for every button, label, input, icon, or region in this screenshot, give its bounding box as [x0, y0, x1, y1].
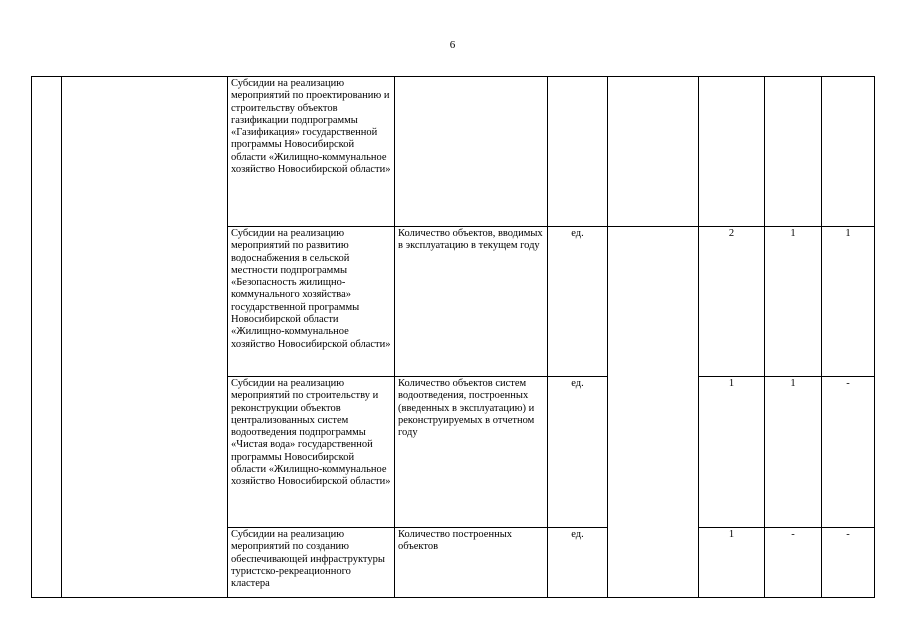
value-cell-3: -: [822, 528, 875, 598]
value-cell-2: [765, 77, 822, 227]
value-cell-1: 2: [699, 227, 765, 377]
event-cell: Субсидии на реализацию мероприятий по проектированию и строительству объектов газификации подпрограммы «Газификация» государственной программы Новосибирской области «Жилищно-коммунальное хозяйство Новосибирской области»: [228, 77, 395, 227]
program-cell: [62, 77, 228, 598]
indicator-cell: Количество объектов, вводимых в эксплуатацию в текущем году: [395, 227, 548, 377]
value-cell-3: 1: [822, 227, 875, 377]
indicator-cell: Количество объектов систем водоотведения, построенных (введенных в эксплуатацию) и реконструируемых в отчетном году: [395, 377, 548, 528]
value-cell-1: 1: [699, 528, 765, 598]
value-cell-1: [699, 77, 765, 227]
event-cell: Субсидии на реализацию мероприятий по созданию обеспечивающей инфраструктуры туристско-рекреационного кластера: [228, 528, 395, 598]
base-value-cell: [608, 227, 699, 598]
unit-cell: ед.: [548, 377, 608, 528]
unit-cell: ед.: [548, 227, 608, 377]
value-cell-2: -: [765, 528, 822, 598]
value-cell-2: 1: [765, 227, 822, 377]
base-value-cell: [608, 77, 699, 227]
event-cell: Субсидии на реализацию мероприятий по строительству и реконструкции объектов централизованных систем водоотведения подпрограммы «Чистая вода» государственной программы Новосибирской области «Жилищно-коммунальное хозяйство Новосибирской области»: [228, 377, 395, 528]
value-cell-3: -: [822, 377, 875, 528]
indicators-table: [31, 76, 875, 598]
page-number: 6: [449, 39, 456, 51]
table-row: [32, 77, 875, 227]
unit-cell: ед.: [548, 528, 608, 598]
value-cell-3: [822, 77, 875, 227]
value-cell-1: 1: [699, 377, 765, 528]
value-cell-2: 1: [765, 377, 822, 528]
indicator-cell: Количество построенных объектов: [395, 528, 548, 598]
unit-cell: [548, 77, 608, 227]
row-number-cell: [32, 77, 62, 598]
event-cell: Субсидии на реализацию мероприятий по развитию водоснабжения в сельской местности подпрограммы «Безопасность жилищно-коммунального хозяйства» государственной программы Новосибирской области «Жилищно-коммунальное хозяйство Новосибирской области»: [228, 227, 395, 377]
indicator-cell: [395, 77, 548, 227]
